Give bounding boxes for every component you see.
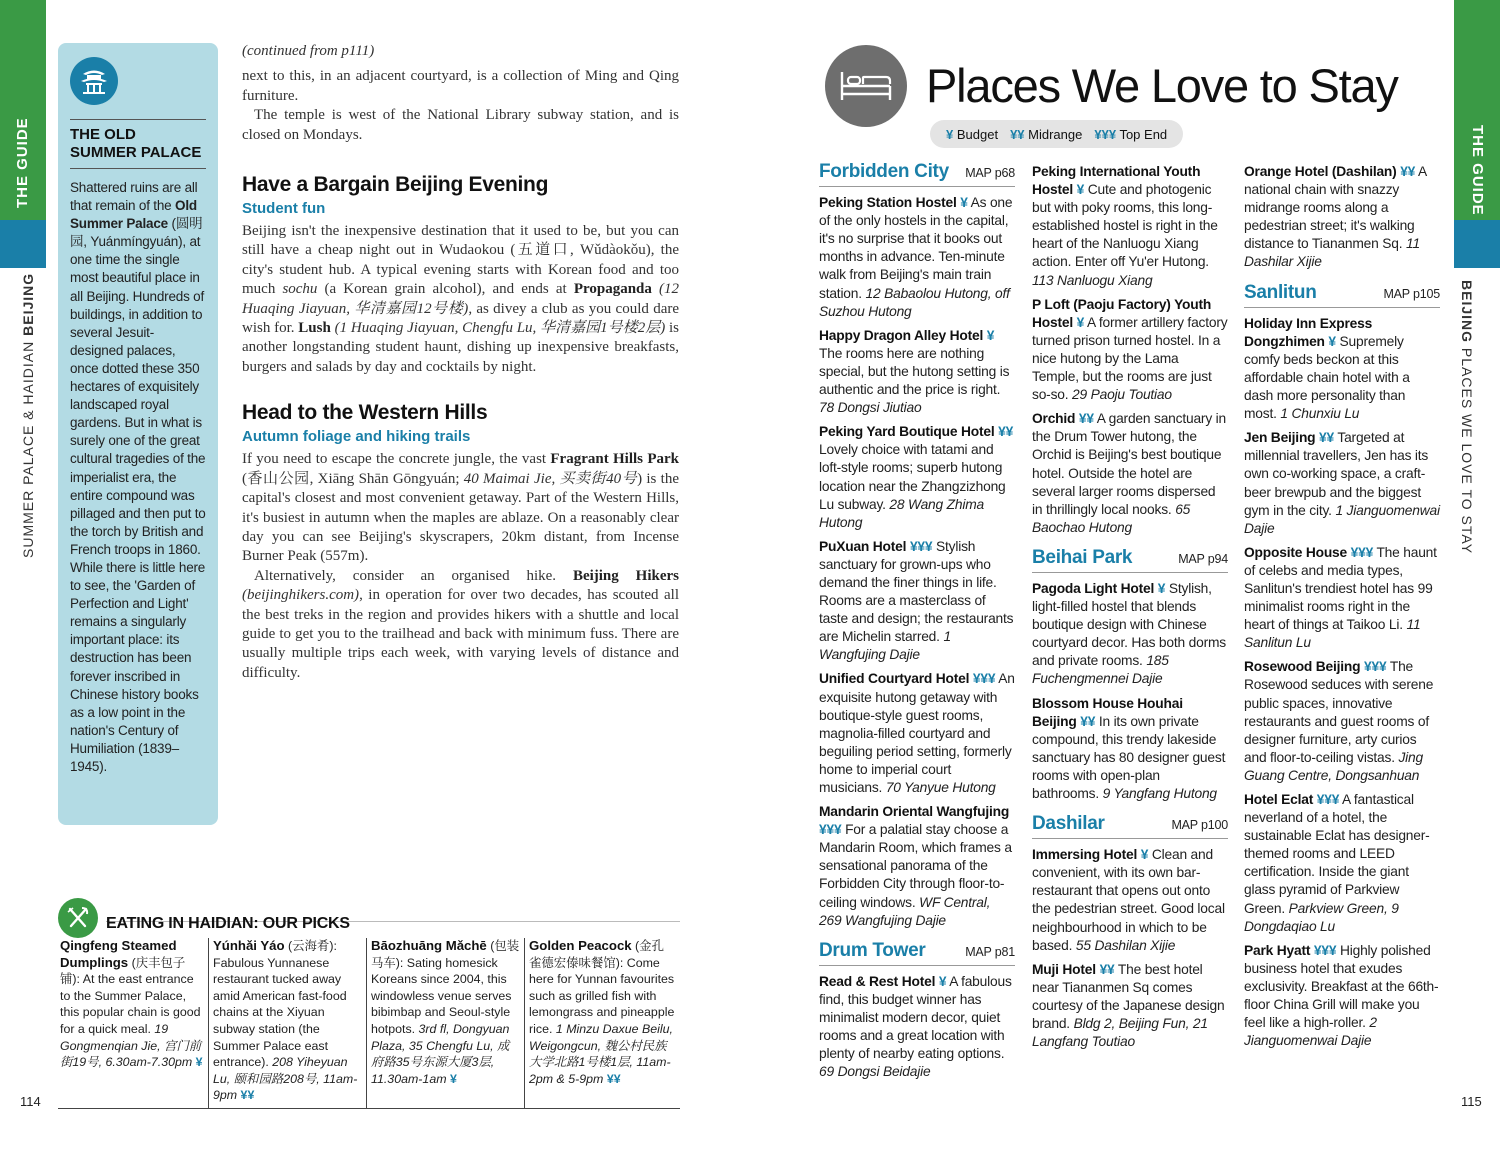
price-symbol: ¥¥ [1319,430,1334,446]
price-symbol: ¥ [1157,580,1166,596]
hotel-name: Unified Courtyard Hotel [819,671,970,687]
map-reference: MAP p105 [1383,286,1440,301]
hotel-address: 1 Wangfujing Dajie [819,629,951,663]
hotel-description: Highly polished business hotel that exudes exclusivity. Breakfast at the 66th-floor China Grill will make you feel like a high-roller. [1244,942,1439,1031]
bargain-paragraph: Beijing isn't the inexpensive destination that it used to be, but you can still have a cheap night out in Wudaokou (五道口, Wǔdàokǒu), the city's student hub. A typical evening starts with Korean food and too much sochu (a Korean grain alcohol), and ends at Propaganda (12 Huaqing Jiayuan, 华清嘉园12号楼), as divey a club as you could dare wish for. Lush (1 Huaqing Jiayuan, Chengfu Lu, 华清嘉园1号楼2层) is another longstanding student haunt, dishing up inexpensive breakfasts, burgers and salads by day and cocktails by night. [242,223,680,375]
hotel-description: A fabulous find, this budget winner has minimalist modern decor, quiet rooms and a great location with plenty of nearby eating options. [819,973,1012,1062]
hotel-address: 70 Yanyue Hutong [885,780,996,795]
hotel-description: The Rosewood seduces with serene public spaces, innovative restaurants and guest rooms of designer furniture, arty curios and floor-to-ceiling vistas. [1244,659,1434,765]
hotel-entry [819,538,1015,665]
hotel-entry [1244,163,1440,272]
hotel-address: 28 Wang Zhima Hutong [819,496,984,530]
hotel-description: Supremely comfy beds beckon at this affordable chain hotel with a dash more personality than most. [1244,333,1410,422]
hotel-name: Pagoda Light Hotel [1032,580,1155,596]
hotel-address: 55 Dashilan Xijie [1075,937,1176,953]
hotel-name: Hotel Eclat [1244,792,1314,807]
area-name: Drum Tower [819,939,926,961]
hotel-description: Cute and photogenic but with poky rooms, this long-established hostel is right in the heart of the Nanluogu Xiang action. Enter off Yu'er Hutong. [1032,182,1218,270]
hotel-name: P Loft (Paoju Factory) Youth Hostel [1032,296,1212,330]
eating-pick: Golden Peacock (金孔雀德宏傣味餐馆): Come here for Yunnan favourites such as grilled fish with lemongrass and pineapple rice. 1 Minzu Daxue Beilu, Weigongcun, 魏公村民族大学北路1号楼1层, 11am-2pm & 5-9pm ¥¥ [524,938,680,1108]
sidebar-box [58,43,218,825]
hotel-name: Rosewood Beijing [1244,659,1361,675]
hotel-description: The rooms here are nothing special, but the hutong setting is authentic and the price is right. [819,345,1010,398]
main-column [242,42,679,683]
hotel-name: PuXuan Hotel [819,538,907,554]
hotel-name: Happy Dragon Alley Hotel [819,327,984,343]
hotel-address: 11 Dashilar Xijie [1244,236,1420,270]
hotel-entry [1032,410,1228,537]
intro-paragraph: next to this, in an adjacent courtyard, is a collection of Ming and Qing furniture. [242,68,679,104]
price-symbol: ¥¥¥ [1313,942,1337,958]
map-reference: MAP p94 [1178,551,1228,566]
eating-pick: Bāozhuāng Mǎchē (包装马车): Sating homesick Koreans since 2004, this windowless venue serves bibimbap and Seoul-style hotpots. 3rd fl, Dongyuan Plaza, 35 Chengfu Lu, 成府路35号东源大厦3层, 11.30am-1am ¥ [366,938,524,1108]
hotel-description: In its own private compound, this trendy lakeside sanctuary has 80 designer guest rooms with open-plan bathrooms. [1032,713,1226,801]
area-name: Sanlitun [1244,281,1317,303]
hotel-name: Orchid [1032,411,1076,427]
hotel-name: Immersing Hotel [1032,847,1138,863]
price-symbol: ¥ [1140,847,1149,863]
hotel-address: Jing Guang Centre, Dongsanhuan [1244,749,1423,783]
sidebar-body: Shattered ruins are all that remain of the Old Summer Palace (圆明园, Yuánmíngyuán), at one time the single most beautiful place in all Beijing. Hundreds of buildings, in addition to several Jesuit-designed palaces, once dotted these 350 hectares of exquisitely landscaped royal gardens. But in what is surely one of the great cultural tragedies of the imperialist era, the entire compound was pillaged and then put to the torch by British and French troops in 1860. While there is little here to see, the 'Garden of Perfection and Light' remains a singularly important place: its destruction has been forever inscribed in Chinese history books as a low point in the nation's Century of Humiliation (1839–1945). [70,180,206,774]
map-reference: MAP p68 [965,166,1015,180]
section-subheading-autumn: Autumn foliage and hiking trails [242,428,471,446]
hotel-description: The haunt of celebs and media types, Sanlitun's trendiest hotel has 99 minimalist rooms right in the heart of things at Taikoo Li. [1244,544,1437,633]
continued-note: (continued from p111) [242,43,375,59]
price-symbol: ¥ [1076,314,1085,330]
hotel-description: Stylish, light-filled hostel that blends boutique design with Chinese courtyard decor. Has both dorms and private rooms. [1032,580,1226,669]
pagoda-icon [70,57,118,105]
hotel-name: Peking Yard Boutique Hotel [819,424,995,440]
hotel-description: A national chain with snazzy midrange rooms along a pedestrian street; it's walking distance to Tiananmen Sq. [1244,164,1427,252]
price-symbol: ¥ [938,973,947,989]
hotel-address: Parkview Green, 9 Dongdaqiao Lu [1244,900,1399,934]
hotel-entry [1032,695,1228,804]
area-name: Forbidden City [819,161,949,182]
side-tab-subtitle: SUMMER PALACE & HAIDIAN BEIJING [20,272,36,558]
hotel-name: Muji Hotel [1032,961,1096,977]
hotel-description: The best hotel near Tiananmen Sq comes courtesy of the Japanese design brand. [1032,961,1225,1032]
hotel-column-1 [819,163,1015,1087]
side-tab-left [0,0,46,268]
hotel-address: 11 Sanlitun Lu [1244,617,1421,651]
hotel-address: 185 Fuchengmennei Dajie [1032,653,1169,687]
hotel-description: Lovely choice with tatami and loft-style rooms; superb hutong location near the Zhangzizhong Lu subway. [819,442,1006,512]
right-page [750,0,1500,1154]
hotel-entry [1244,942,1440,1051]
section-heading-bargain: Have a Bargain Beijing Evening [242,173,549,197]
price-symbol: ¥ [986,327,995,343]
eating-picks [58,938,680,1109]
price-symbol: ¥¥¥ [1350,544,1374,560]
hotel-entry [1032,961,1228,1051]
hotel-entry [819,973,1015,1082]
hotel-address: 12 Babaolou Hutong, off Suzhou Hutong [819,285,1010,319]
price-symbol: ¥¥¥ [972,671,996,687]
area-heading [819,163,1015,187]
page-number: 115 [1461,1094,1482,1109]
hotel-entry [1244,544,1440,653]
hotel-description: An exquisite hutong getaway with boutique-style guest rooms, magnolia-filled courtyard and beguiling period setting, formerly home to imperial court musicians. [819,671,1015,795]
hotel-entry [1244,429,1440,538]
price-symbol: ¥ [960,195,968,211]
area-heading [1244,281,1440,308]
price-legend [930,120,1183,148]
hotel-description: A fantastical neverland of a hotel, the sustainable Eclat has designer-themed rooms and LEED certification. Inside the giant glass pyramid of Parkview Green. [1244,792,1430,916]
hotel-name: Peking Station Hostel [819,195,957,211]
hotel-column-3 [1244,163,1440,1056]
hotel-entry [819,423,1015,532]
hotel-entry [819,327,1015,417]
fork-knife-icon [58,898,98,938]
hotel-address: 113 Nanluogu Xiang [1032,272,1153,288]
hotel-name: Opposite House [1244,544,1347,560]
hotel-description: A former artillery factory turned prison turned hostel. In a nice hutong by the Lama Temple, but the rooms are just so-so. [1032,314,1228,403]
price-symbol: ¥ [1328,333,1336,349]
intro-paragraph-2: The temple is west of the National Library subway station, and is closed on Mondays. [242,107,679,143]
legend-item-midrange: ¥¥ Midrange [1010,126,1083,142]
legend-item-top-end: ¥¥¥ Top End [1094,126,1168,142]
price-symbol: ¥¥ [1080,713,1096,729]
side-tab-right [1454,0,1500,268]
side-tab-subtitle: BEIJING PLACES WE LOVE TO STAY [1459,280,1475,555]
price-symbol: ¥ [1076,182,1085,198]
hotel-entry [819,670,1015,797]
page-number: 114 [20,1094,41,1109]
hotel-address: 9 Yangfang Hutong [1102,786,1217,801]
hotel-entry [1244,658,1440,785]
hotel-description: Clean and convenient, with its own bar-restaurant that opens out onto the pedestrian street. Good local neighbourhood in which to be based. [1032,847,1225,953]
hotel-description: Stylish sanctuary for grown-ups who demand the finer things in life. Rooms are a masterclass of taste and design; the restaurants are Michelin starred. [819,538,1014,645]
hotel-name: Mandarin Oriental Wangfujing [819,804,1010,820]
page-title: Places We Love to Stay [926,59,1398,112]
price-symbol: ¥¥ [1078,411,1094,427]
area-heading [1032,546,1228,573]
hotel-entry [1032,580,1228,689]
hotel-entry [1032,163,1228,290]
side-tab-label: THE GUIDE [1469,125,1486,216]
map-reference: MAP p100 [1171,818,1228,833]
hotel-address: WF Central, 269 Wangfujing Dajie [819,894,991,928]
hotel-name: Blossom House Houhai Beijing [1032,695,1183,729]
price-symbol: ¥¥¥ [1316,792,1340,807]
hotel-address: 1 Chunxiu Lu [1280,406,1360,422]
hotel-entry [819,194,1015,321]
hotel-address: 1 Jianguomenwai Dajie [1244,502,1440,536]
hotel-address: 69 Dongsi Beidajie [819,1064,931,1080]
hotel-address: 78 Dongsi Jiutiao [819,400,922,416]
hotel-entry [1244,791,1440,936]
price-symbol: ¥¥¥ [909,538,933,554]
hotel-address: 29 Paoju Toutiao [1072,387,1172,403]
hotel-entry [1032,846,1228,955]
section-heading-western-hills: Head to the Western Hills [242,401,488,425]
hotel-address: 2 Jianguomenwai Dajie [1244,1015,1377,1049]
eating-heading: EATING IN HAIDIAN: OUR PICKS [106,915,350,932]
hotel-address: 65 Baochao Hutong [1032,501,1191,535]
bed-icon [825,45,907,127]
legend-item-budget: ¥ Budget [946,126,999,142]
area-heading [1032,815,1228,839]
hotel-description: A garden sanctuary in the Drum Tower hutong, the Orchid is Beijing's best boutique hotel. Outside the hotel are several larger rooms dispersed in thrillingly local nooks. [1032,411,1226,517]
hotel-column-2 [1032,163,1228,1057]
hotel-name: Read & Rest Hotel [819,973,936,989]
eating-pick: Qingfeng Steamed Dumplings (庆丰包子铺): At the east entrance to the Summer Palace, this popular chain is good for a quick meal. 19 Gongmenqian Jie, 宫门前街19号, 6.30am-7.30pm ¥ [60,938,203,1070]
price-symbol: ¥¥¥ [819,822,842,838]
area-heading [819,939,1015,966]
hotel-name: Holiday Inn Express Dongzhimen [1244,315,1373,349]
area-name: Dashilar [1032,813,1105,835]
hotel-name: Park Hyatt [1244,942,1311,958]
section-subheading-student: Student fun [242,200,326,218]
hotel-name: Jen Beijing [1244,430,1316,446]
hotel-entry [1244,315,1440,424]
hotel-name: Peking International Youth Hostel [1032,164,1201,198]
hotel-description: As one of the only hostels in the capital, it's no surprise that it books out months in advance. Ten-minute walk from Beijing's main train station. [819,195,1013,301]
area-name: Beihai Park [1032,546,1133,568]
eating-pick: Yúnhǎi Yáo (云海肴): Fabulous Yunnanese restaurant tucked away amid American fast-food chains at the Xiyuan subway station (the Summer Palace east entrance). 208 Yiheyuan Lu, 颐和园路208号, 11am-9pm ¥¥ [208,938,366,1108]
western-paragraph-1: If you need to escape the concrete jungle, the vast Fragrant Hills Park (香山公园, Xiāng Shān Gōngyuán; 40 Maimai Jie, 买卖街40号) is the capital's closest and most convenient getaway. Part of the Western Hills, it's busiest in autumn when the maples are ablaze. On a reasonably clear day you can see Beijing's skyscrapers, 20km distant, from Incense Burner Peak (557m). [242,451,679,565]
hotel-name: Orange Hotel (Dashilan) [1244,164,1397,179]
sidebar-title: THE OLD SUMMER PALACE [70,126,202,161]
hotel-entry [819,803,1015,930]
hotel-description: Targeted at millennial travellers, Jen has its own co-working space, a craft-beer brewpub and the biggest gym in the city. [1244,430,1429,518]
price-symbol: ¥¥ [1400,164,1416,179]
hotel-address: Bldg 2, Beijing Fun, 21 Langfang Toutiao [1032,1016,1208,1050]
price-symbol: ¥¥¥ [1364,659,1387,675]
price-symbol: ¥¥ [998,424,1014,440]
western-paragraph-2: Alternatively, consider an organised hike. Beijing Hikers (beijinghikers.com), in operation for over two decades, has scouted all the best treks in the region and provides hikers with a shuttle and local guide to get you to the trailhead and back with minimum fuss. There are usually multiple trips each week, with varying levels of distance and difficulty. [242,567,679,681]
map-reference: MAP p81 [965,944,1015,959]
hotel-entry [1032,296,1228,405]
hotel-description: For a palatial stay choose a Mandarin Room, which frames a sensational panorama of the Forbidden City through floor-to-ceiling windows. [819,822,1012,910]
price-symbol: ¥¥ [1099,961,1115,977]
side-tab-label: THE GUIDE [14,117,31,208]
